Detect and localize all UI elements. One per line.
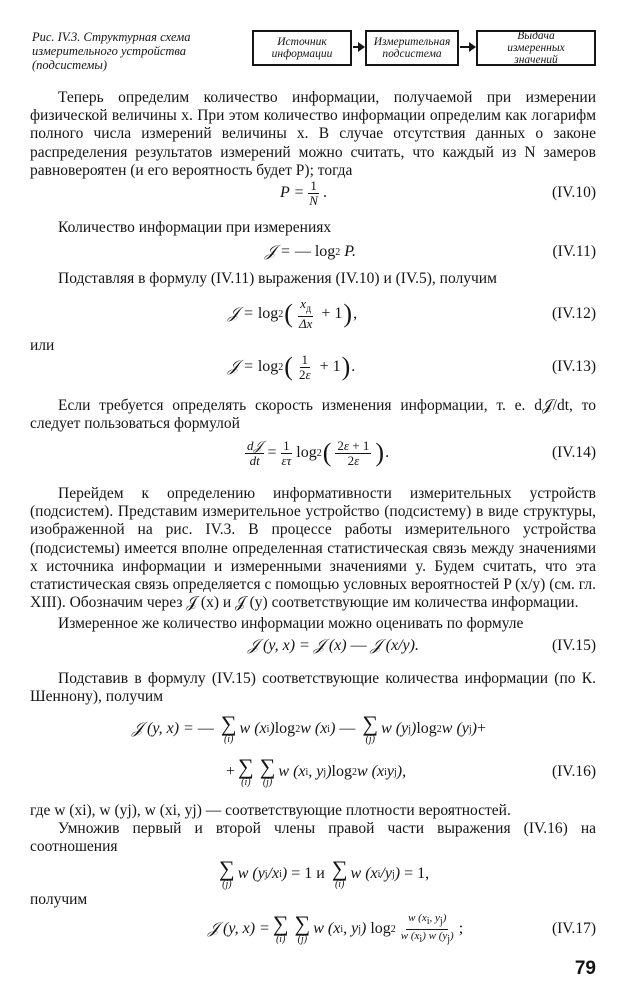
page-number: 79 [574,958,596,979]
box-information-source: Источник информации [252,30,352,66]
box-output-values: Выдача измеренных значений [476,30,596,66]
figure-caption: Рис. IV.3. Структурная схема измерительного устройства (подсистемы) [32,30,191,72]
equation-iv16-line2: + ∑ (i) ∑ (j) w (x i , y j ) log 2 w (x i y j ), (IV.16) [226,754,596,788]
equation-iv15: 𝒥 (y, x) = 𝒥 (x) — 𝒥 (x/y). (IV.15) [248,637,596,654]
equation-iv12: 𝒥 = log 2 ( $\frac{x_д}{\Delta x}$ + 1 ) , (IV.12) [228,295,596,332]
paragraph-11: получим [30,891,88,908]
equation-iv11: 𝒥 = — log 2 P. (IV.11) [265,243,596,260]
equation-iv16-line1: 𝒥 (y, x) = — ∑ (i) w (x i ) log 2 w (x i ) — ∑ (j) w (y j ) log 2 w (y j ) + [132,711,487,745]
box-measuring-subsystem: Измерительная подсистема [365,30,459,66]
paragraph-8: Подставив в формулу (IV.15) соответствующие количества информации (по К. Шеннону), получим [30,670,596,706]
equation-normalization: ∑ (j) w (y j /x i ) = 1 и ∑ (i) w (x i /y j ) = 1, [219,856,430,890]
paragraph-5: Если требуется определять скорость изменения информации, т. е. d𝒥/dt, то следует пользоваться формулой [30,397,596,433]
arrow [460,46,474,48]
paragraph-2: Количество информации при измерениях [58,219,332,236]
equation-iv14: $\frac{\text{d𝒥}}{dt}$ = $\frac{1}{\varepsilon\tau}$ log 2 ( $\frac{2\varepsilon + 1}{2\varepsilon}$ ) . (IV.14) [247,437,596,468]
arrow [353,46,363,48]
paragraph-4: или [30,337,55,354]
paragraph-6: Перейдем к определению информативности измерительных устройств (подсистем). Представим измерительное устройство (подсистему) в виде структуры, изображенной на рис. IV.3. В процессе работы измерительного устройства (подсистемы) имеется вполне определенная статистическая связь между значениями x источника информации и измеренными значениями y. Будем считать, что эта статистическая связь определяется с помощью условных вероятностей P (x/y) (см. гл. XIII). Обозначим через 𝒥 (x) и 𝒥 (y) соответствующие им количества информации. [30,485,596,612]
structure-diagram [252,30,604,70]
equation-iv17: 𝒥 (y, x) = ∑ (i) ∑ (j) w (x i , y j ) log 2 $\frac{w (x_i, y_j)}{w (x_i) w (y_j)}$ ; (IV.17) [208,911,596,945]
paragraph-1: Теперь определим количество информации, получаемой при измерении физической величины x. При этом количество информации определим как логарифм полного числа измерений величины x. В случае отсутствия данных о законе распределения результатов измерений можно считать, что каждый из N замеров равновероятен (и его вероятность будет P); тогда [30,89,596,179]
paragraph-9: где w (xi), w (yj), w (xi, yj) — соответствующие плотности вероятностей. [30,802,511,819]
paragraph-7: Измеренное же количество информации можно оценивать по формуле [58,615,524,632]
equation-iv10: P = $\frac{1}{N}$ . (IV.10) [280,177,596,208]
paragraph-3: Подставляя в формулу (IV.11) выражения (IV.10) и (IV.5), получим [58,270,497,287]
equation-iv13: 𝒥 = log 2 ( $\frac{1}{2\varepsilon}$ + 1 ) . (IV.13) [228,351,596,382]
paragraph-10: Умножив первый и второй члены правой части выражения (IV.16) на соотношения [30,820,596,856]
